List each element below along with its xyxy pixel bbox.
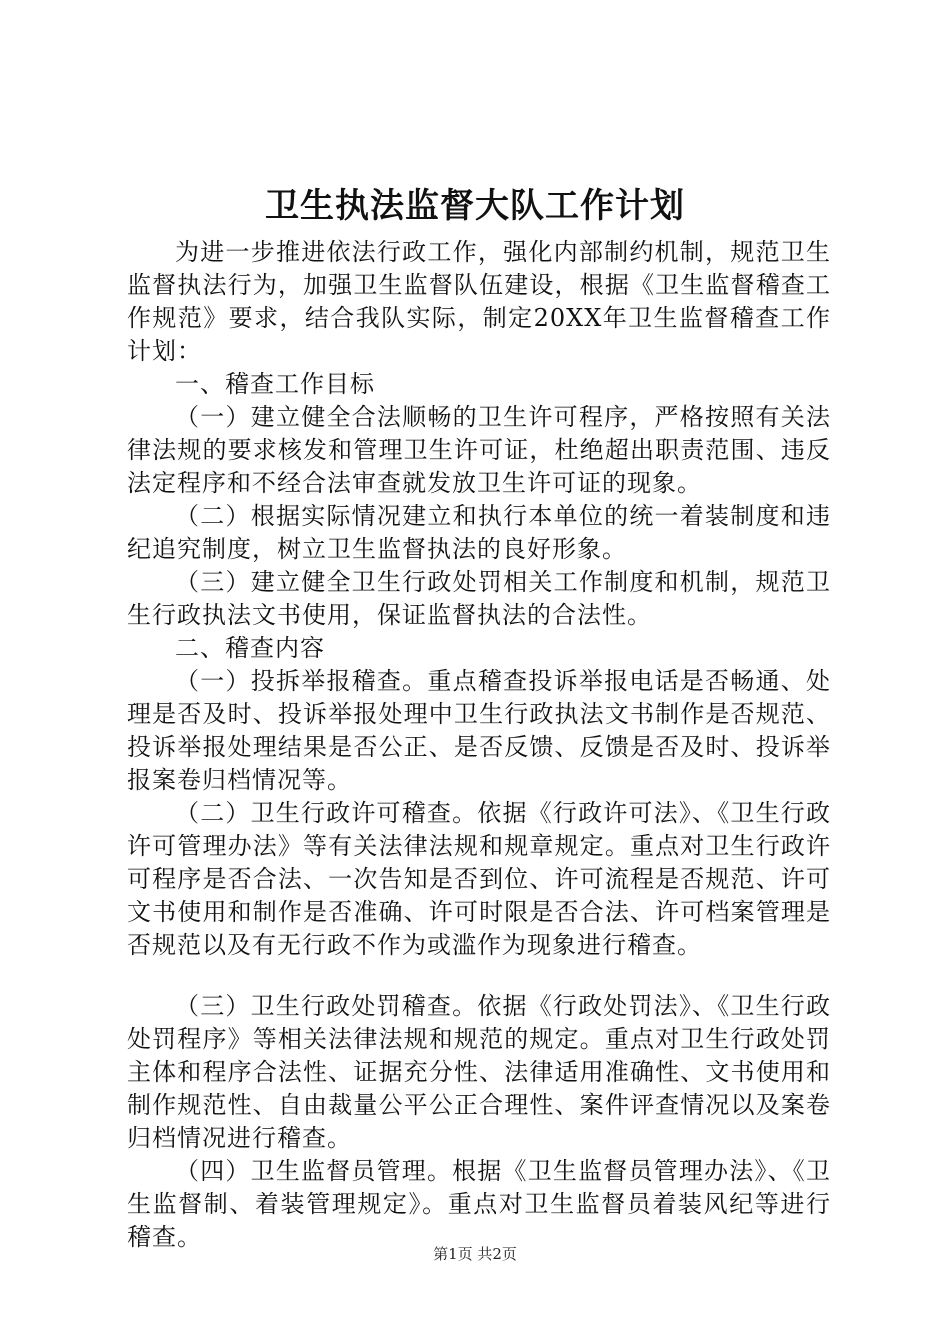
goal-item-1: （一）建立健全合法顺畅的卫生许可程序，严格按照有关法律法规的要求核发和管理卫生许可证，杜绝超出职责范围、违反法定程序和不经合法审查就发放卫生许可证的现象。 <box>127 403 831 497</box>
content-item-1: （一）投拆举报稽查。重点稽查投诉举报电话是否畅通、处理是否及时、投诉举报处理中卫生行政执法文书制作是否规范、投诉举报处理结果是否公正、是否反馈、反馈是否及时、投诉举报案卷归档情况等。 <box>127 667 831 794</box>
content-item-3: （三）卫生行政处罚稽查。依据《行政处罚法》、《卫生行政处罚程序》等相关法律法规和规范的规定。重点对卫生行政处罚主体和程序合法性、证据充分性、法律适用准确性、文书使用和制作规范性、自由裁量公平公正合理性、案件评查情况以及案卷归档情况进行稽查。 <box>127 992 831 1152</box>
goal-item-3: （三）建立健全卫生行政处罚相关工作制度和机制，规范卫生行政执法文书使用，保证监督执法的合法性。 <box>127 568 831 629</box>
intro-paragraph: 为进一步推进依法行政工作，强化内部制约机制，规范卫生监督执法行为，加强卫生监督队伍建设，根据《卫生监督稽查工作规范》要求，结合我队实际，制定20XX年卫生监督稽查工作计划： <box>127 238 831 365</box>
content-item-2: （二）卫生行政许可稽查。依据《行政许可法》、《卫生行政许可管理办法》等有关法律法规和规章规定。重点对卫生行政许可程序是否合法、一次告知是否到位、许可流程是否规范、许可文书使用和制作是否准确、许可时限是否合法、许可档案管理是否规范以及有无行政不作为或滥作为现象进行稽查。 <box>127 799 831 959</box>
document-title: 卫生执法监督大队工作计划 <box>265 186 685 226</box>
document-body <box>127 236 831 1254</box>
section-heading-goals: 一、稽查工作目标 <box>175 370 375 398</box>
content-item-4: （四）卫生监督员管理。根据《卫生监督员管理办法》、《卫生监督制、着装管理规定》。重点对卫生监督员着装风纪等进行稽查。 <box>127 1157 831 1251</box>
goal-item-2: （二）根据实际情况建立和执行本单位的统一着装制度和违纪追究制度，树立卫生监督执法的良好形象。 <box>127 502 831 563</box>
page-number-footer: 第1页 共2页 <box>433 1245 517 1263</box>
section-heading-content: 二、稽查内容 <box>175 634 325 662</box>
